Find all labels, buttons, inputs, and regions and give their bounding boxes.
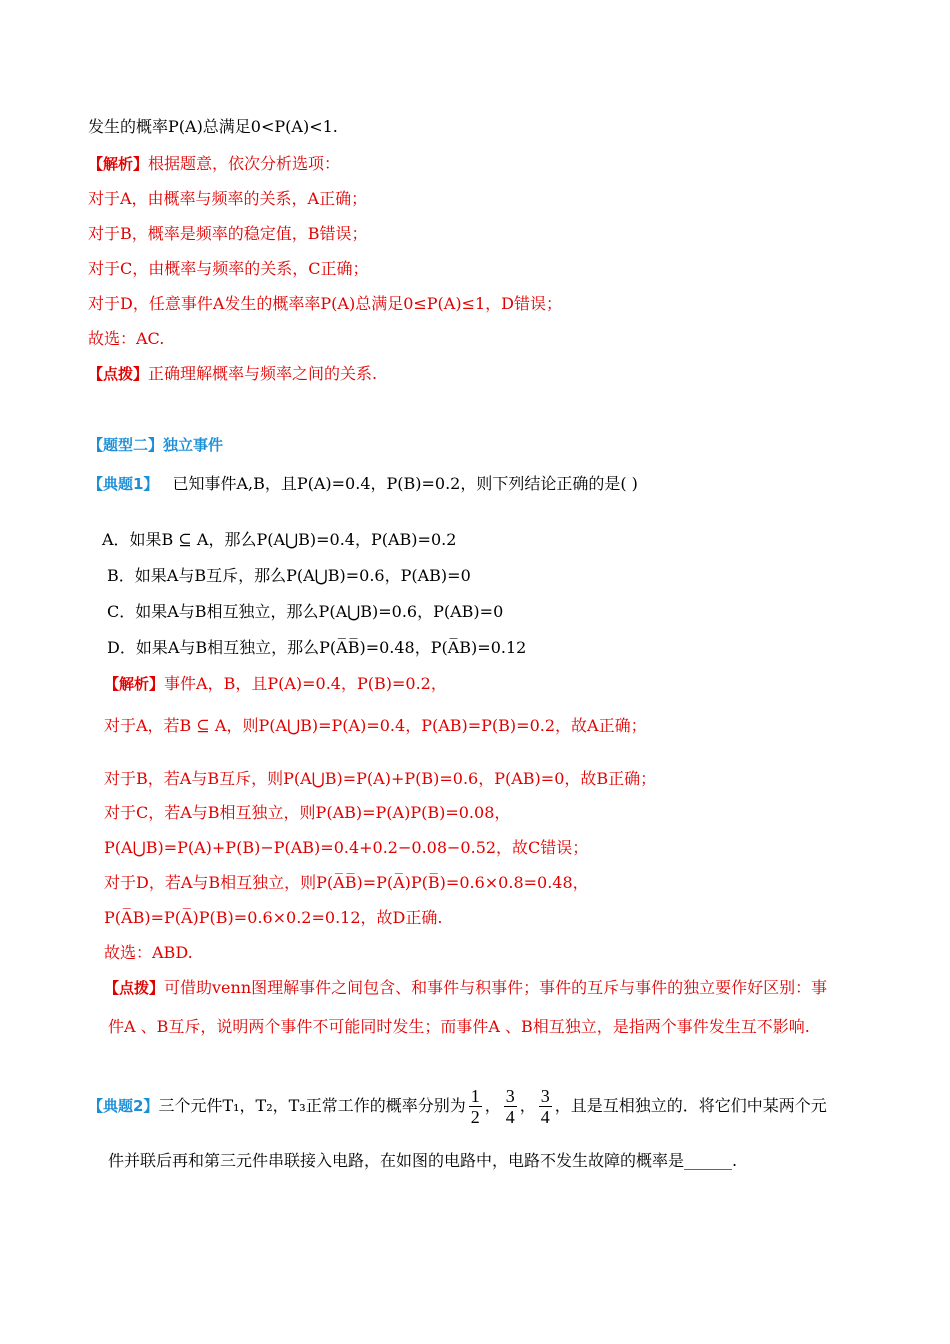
text: P(A⋃B)=P(A)+P(B)−P(AB)=0.4+0.2−0.08−0.52，故C错误； <box>104 838 589 857</box>
fraction <box>539 1086 552 1127</box>
text: 对于C，由概率与频率的关系，C正确； <box>88 259 369 278</box>
option-d <box>107 637 526 659</box>
text: 正确理解概率与频率之间的关系. <box>148 364 378 383</box>
text-line <box>108 1150 737 1172</box>
tip-tag: 【点拨】 <box>104 979 165 997</box>
text-line <box>104 802 510 824</box>
text-line <box>88 116 338 138</box>
text: P(A̅B)=P(A̅)P(B)=0.6×0.2=0.12，故D正确. <box>104 908 443 927</box>
text: 对于A，由概率与频率的关系，A正确； <box>88 189 368 208</box>
example-text: 三个元件T₁，T₂，T₃正常工作的概率分别为 <box>158 1096 466 1115</box>
section-title-text: 【题型二】独立事件 <box>88 436 224 454</box>
fraction <box>469 1086 482 1127</box>
text: 根据题意，依次分析选项： <box>148 154 341 173</box>
text-line <box>88 223 368 245</box>
text: D．如果A与B相互独立，那么P(A̅B̅)=0.48，P(A̅B)=0.12 <box>107 638 527 657</box>
example-1 <box>88 473 638 495</box>
text-line <box>104 907 442 929</box>
denominator: 4 <box>505 1107 515 1127</box>
text: C．如果A与B相互独立，那么P(A⋃B)=0.6，P(AB)=0 <box>107 602 504 621</box>
option-c <box>107 601 503 623</box>
text-line <box>108 1016 810 1038</box>
text: 发生的概率P(A)总满足0<P(A)<1. <box>88 117 338 136</box>
text: 件并联后再和第三元件串联接入电路，在如图的电路中，电路不发生故障的概率是______. <box>108 1151 738 1170</box>
text: 对于B，若A与B互斥，则P(A⋃B)=P(A)+P(B)=0.6，P(AB)=0，故B正确； <box>104 769 657 788</box>
text: 对于C，若A与B相互独立，则P(AB)=P(A)P(B)=0.08， <box>104 803 511 822</box>
text: 故选：AC. <box>88 329 165 348</box>
text-line <box>104 942 193 964</box>
option-a <box>102 529 456 551</box>
tip-tag: 【点拨】 <box>88 365 149 383</box>
numerator: 3 <box>540 1086 550 1106</box>
analysis-line <box>88 153 340 175</box>
text: 对于B，概率是频率的稳定值，B错误； <box>88 224 368 243</box>
example-2: 【典题2】三个元件T₁，T₂，T₃正常工作的概率分别为 $\frac{1}{2}$ ， $\frac{3}{4}$ ， $\frac{3}{4}$ ，且是互相独立的．将它们中某两个元 <box>88 1086 827 1127</box>
text: B．如果A与B互斥，那么P(A⋃B)=0.6，P(AB)=0 <box>107 566 471 585</box>
text: 可借助venn图理解事件之间包含、和事件与积事件；事件的互斥与事件的独立要作好区别：事 <box>164 978 828 997</box>
option-b <box>107 565 471 587</box>
example-text: 已知事件A,B，且P(A)=0.4，P(B)=0.2，则下列结论正确的是( ) <box>172 474 638 493</box>
tip-line <box>104 977 827 999</box>
text-line <box>88 328 164 350</box>
text-line <box>104 872 589 894</box>
text: 件A 、B互斥，说明两个事件不可能同时发生；而事件A 、B相互独立，是指两个事件发生互不影响. <box>108 1017 810 1036</box>
denominator: 2 <box>470 1107 480 1127</box>
text-line <box>104 715 647 737</box>
analysis-tag: 【解析】 <box>88 155 149 173</box>
example-tag: 【典题1】 <box>88 475 159 493</box>
example-text: ，且是互相独立的．将它们中某两个元 <box>554 1096 827 1115</box>
text-line <box>88 258 369 280</box>
example-tag: 【典题2】 <box>88 1097 159 1115</box>
fraction <box>504 1086 517 1127</box>
text: 对于D，任意事件A发生的概率率P(A)总满足0≤P(A)≤1，D错误； <box>88 294 562 313</box>
text-line <box>104 768 656 790</box>
solution-tag: 【解析】 <box>104 675 165 693</box>
text: A．如果B ⊆ A，那么P(A⋃B)=0.4，P(AB)=0.2 <box>102 530 457 549</box>
text: 故选：ABD. <box>104 943 193 962</box>
section-title <box>88 434 223 456</box>
text-line <box>104 837 588 859</box>
numerator: 3 <box>505 1086 515 1106</box>
text-line <box>88 293 562 315</box>
denominator: 4 <box>540 1107 550 1127</box>
numerator: 1 <box>470 1086 480 1106</box>
tip-line <box>88 363 377 385</box>
text: 事件A，B，且P(A)=0.4，P(B)=0.2， <box>164 674 447 693</box>
text: 对于A，若B ⊆ A，则P(A⋃B)=P(A)=0.4，P(AB)=P(B)=0.2，故A正确； <box>104 716 647 735</box>
solution-line <box>104 673 447 695</box>
text-line <box>88 188 367 210</box>
text: 对于D，若A与B相互独立，则P(A̅B̅)=P(A̅)P(B̅)=0.6×0.8=0.48， <box>104 873 589 892</box>
